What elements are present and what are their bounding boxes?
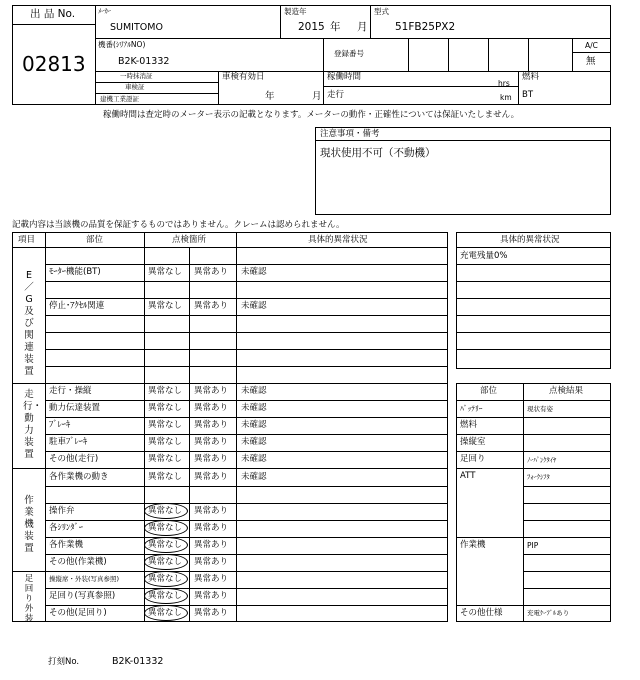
divider [456, 264, 611, 265]
section-travel: 走行・動力装置 [23, 389, 43, 460]
divider [95, 82, 218, 83]
divider [523, 520, 611, 521]
normal-option[interactable]: 異常なし [148, 267, 183, 277]
serial-label: 機番(ｼﾘｱﾙNO) [98, 40, 146, 49]
hours-label: 稼働時間 [327, 72, 362, 82]
divider [323, 86, 518, 87]
divider [518, 71, 519, 105]
maker-label: ﾒｰｶｰ [98, 7, 111, 15]
divider [523, 554, 611, 555]
divider [45, 554, 448, 555]
model-value: 51FB25PX2 [395, 21, 456, 33]
divider [95, 5, 96, 105]
reg-no-label: 登録番号 [334, 49, 364, 58]
result-value: ﾌｫｰｸｼﾌﾀ [527, 473, 550, 481]
divider [370, 5, 371, 38]
section-foot: 足回り外装 [24, 574, 34, 624]
abnormal-option[interactable]: 異常あり [194, 454, 229, 464]
divider [456, 451, 611, 452]
normal-option[interactable]: 異常なし [148, 420, 183, 430]
divider [45, 451, 448, 452]
row-part: ﾓｰﾀｰ機能(BT) [49, 267, 101, 277]
model-label: 型式 [374, 7, 389, 16]
hours-disclaimer: 稼働時間は査定時のメーター表示の記載となります。メーターの動作・正確性については保証いたしません。 [103, 110, 520, 120]
insp-month-unit: 月 [312, 91, 322, 102]
selected-circle [144, 554, 188, 570]
quality-disclaimer: 記載内容は当該機の品質を保証するものではありません。クレームは認められません。 [12, 220, 345, 230]
divider [315, 140, 611, 141]
divider [456, 315, 611, 316]
divider [456, 332, 611, 333]
selected-circle [144, 588, 188, 604]
divider [45, 537, 448, 538]
inspection-label: 車検有効日 [222, 72, 265, 82]
fuel-label: 燃料 [522, 72, 540, 82]
maker-value: SUMITOMO [110, 22, 163, 33]
abnormal-option[interactable]: 異常あり [194, 267, 229, 277]
row-part: 操作弁 [49, 506, 75, 516]
divider [45, 315, 448, 316]
row-note: 未確認 [241, 301, 267, 311]
row-part: 足回り(写真参照) [49, 591, 116, 601]
result-result-header: 点検結果 [549, 386, 584, 396]
row-note: 未確認 [241, 267, 267, 277]
cert3-label: 建機工業證証 [100, 95, 139, 103]
km-unit: km [500, 93, 512, 102]
divider [45, 232, 46, 622]
travel-label: 走行 [327, 90, 345, 100]
col-item-header: 項目 [18, 235, 36, 245]
row-part: ﾌﾞﾚｰｷ [49, 420, 71, 430]
result-part: ATT [460, 471, 476, 481]
divider [456, 247, 611, 248]
selected-circle [144, 520, 188, 536]
result-value: 現状有姿 [527, 405, 553, 413]
serial-value: B2K-01332 [118, 56, 170, 67]
hrs-unit: hrs [498, 79, 510, 88]
section-work: 作業機装置 [24, 495, 34, 554]
abnormal-option[interactable]: 異常あり [194, 472, 229, 482]
abnormal-option[interactable]: 異常あり [194, 403, 229, 413]
selected-circle [144, 503, 188, 519]
normal-option[interactable]: 異常なし [148, 557, 183, 567]
divider [280, 5, 281, 38]
divider [456, 349, 611, 350]
normal-option[interactable]: 異常なし [148, 540, 183, 550]
abnormal-option[interactable]: 異常あり [194, 608, 229, 618]
abnormal-option[interactable]: 異常あり [194, 574, 229, 584]
normal-option[interactable]: 異常なし [148, 386, 183, 396]
result-part: 燃料 [460, 420, 478, 430]
divider [236, 232, 237, 622]
row-note: 未確認 [241, 454, 267, 464]
normal-option[interactable]: 異常なし [148, 591, 183, 601]
divider [45, 588, 448, 589]
divider [45, 486, 448, 487]
row-note: 未確認 [241, 472, 267, 482]
col-detail-header: 具体的異常状況 [308, 235, 368, 245]
fuel-value: BT [522, 90, 534, 100]
row-part: 各ｼﾘﾝﾀﾞｰ [49, 523, 84, 533]
ac-value: 無 [586, 56, 596, 67]
divider [456, 298, 611, 299]
divider [523, 486, 611, 487]
row-part: 各作業機の動き [49, 472, 109, 482]
cert1-label: 一時抹消証 [120, 72, 153, 80]
result-part: 足回り [460, 454, 486, 464]
col-check-header: 点検箇所 [172, 235, 207, 245]
divider [95, 38, 611, 39]
divider [12, 24, 95, 25]
normal-option[interactable]: 異常なし [148, 506, 183, 516]
year-value: 2015 [298, 21, 325, 33]
year-unit: 年 [330, 21, 341, 33]
divider [95, 93, 218, 94]
selected-circle [144, 571, 188, 587]
result-value: ﾉｰﾊﾟﾝｸﾀｲﾔ [527, 456, 557, 464]
divider [456, 281, 611, 282]
divider [456, 605, 611, 606]
month-unit: 月 [357, 21, 368, 33]
right-detail-line1: 充電残量0% [460, 251, 508, 261]
normal-option[interactable]: 異常なし [148, 574, 183, 584]
row-note: 未確認 [241, 437, 267, 447]
abnormal-option[interactable]: 異常あり [194, 523, 229, 533]
selected-circle [144, 605, 188, 621]
divider [523, 571, 611, 572]
row-part: 操縦席・外装(写真参照) [49, 575, 120, 583]
row-part: 動力伝達装置 [49, 403, 101, 413]
normal-option[interactable]: 異常なし [148, 523, 183, 533]
divider [528, 38, 529, 71]
normal-option[interactable]: 異常なし [148, 301, 183, 311]
divider [456, 537, 611, 538]
normal-option[interactable]: 異常なし [148, 608, 183, 618]
stamp-label: 打刻No. [48, 657, 80, 667]
divider [45, 400, 448, 401]
divider [12, 468, 448, 469]
row-part: 駐車ﾌﾞﾚｰｷ [49, 437, 88, 447]
ac-label: A/C [585, 41, 598, 50]
divider [12, 247, 448, 248]
divider [448, 38, 449, 71]
abnormal-option[interactable]: 異常あり [194, 301, 229, 311]
normal-option[interactable]: 異常なし [148, 437, 183, 447]
divider [12, 571, 448, 572]
row-part: 走行・操縦 [49, 386, 92, 396]
right-detail-header: 具体的異常状況 [500, 235, 560, 245]
row-part: その他(作業機) [49, 557, 107, 567]
abnormal-option[interactable]: 異常あり [194, 540, 229, 550]
divider [45, 503, 448, 504]
result-part: 作業機 [460, 540, 486, 550]
divider [45, 417, 448, 418]
result-part: ﾊﾞｯﾃﾘｰ [460, 404, 483, 413]
abnormal-option[interactable]: 異常あり [194, 591, 229, 601]
row-part: 停止･ｱｸｾﾙ関連 [49, 301, 105, 311]
remarks-label: 注意事項・備考 [320, 129, 380, 139]
divider [45, 434, 448, 435]
abnormal-option[interactable]: 異常あり [194, 437, 229, 447]
divider [323, 38, 324, 105]
row-note: 未確認 [241, 403, 267, 413]
row-part: その他(走行) [49, 454, 99, 464]
lot-no-value: 02813 [22, 52, 86, 76]
divider [45, 349, 448, 350]
divider [456, 417, 611, 418]
divider [45, 366, 448, 367]
divider [456, 434, 611, 435]
result-value: 充電ｹｰﾌﾞﾙあり [527, 609, 570, 617]
row-part: 各作業機 [49, 540, 84, 550]
result-value: PIP [527, 541, 539, 550]
divider [45, 298, 448, 299]
divider [45, 281, 448, 282]
col-part-header: 部位 [86, 235, 104, 245]
stamp-value: B2K-01332 [112, 656, 164, 667]
normal-option[interactable]: 異常なし [148, 454, 183, 464]
divider [45, 520, 448, 521]
row-note: 未確認 [241, 420, 267, 430]
divider [488, 38, 489, 71]
divider [12, 383, 448, 384]
divider [523, 503, 611, 504]
row-part: その他(足回り) [49, 608, 107, 618]
insp-year-unit: 年 [265, 91, 275, 102]
divider [45, 332, 448, 333]
normal-option[interactable]: 異常なし [148, 403, 183, 413]
section-eg: E／G及び関連装置 [24, 270, 34, 377]
cert2-label: 車検証 [125, 83, 145, 91]
lot-no-label: 出 品 No. [30, 8, 76, 20]
divider [572, 52, 611, 53]
row-note: 未確認 [241, 386, 267, 396]
year-label: 製造年 [284, 7, 307, 16]
selected-circle [144, 537, 188, 553]
abnormal-option[interactable]: 異常あり [194, 557, 229, 567]
normal-option[interactable]: 異常なし [148, 472, 183, 482]
divider [456, 400, 611, 401]
result-part: 操縦室 [460, 437, 486, 447]
result-part-header: 部位 [480, 386, 498, 396]
result-part: その他仕様 [460, 608, 503, 618]
divider [218, 71, 219, 105]
divider [523, 588, 611, 589]
divider [45, 264, 448, 265]
remarks-text: 現状使用不可（不動機） [320, 147, 436, 159]
divider [572, 38, 573, 71]
divider [408, 38, 409, 71]
abnormal-option[interactable]: 異常あり [194, 386, 229, 396]
divider [45, 605, 448, 606]
abnormal-option[interactable]: 異常あり [194, 506, 229, 516]
divider [456, 468, 611, 469]
abnormal-option[interactable]: 異常あり [194, 420, 229, 430]
